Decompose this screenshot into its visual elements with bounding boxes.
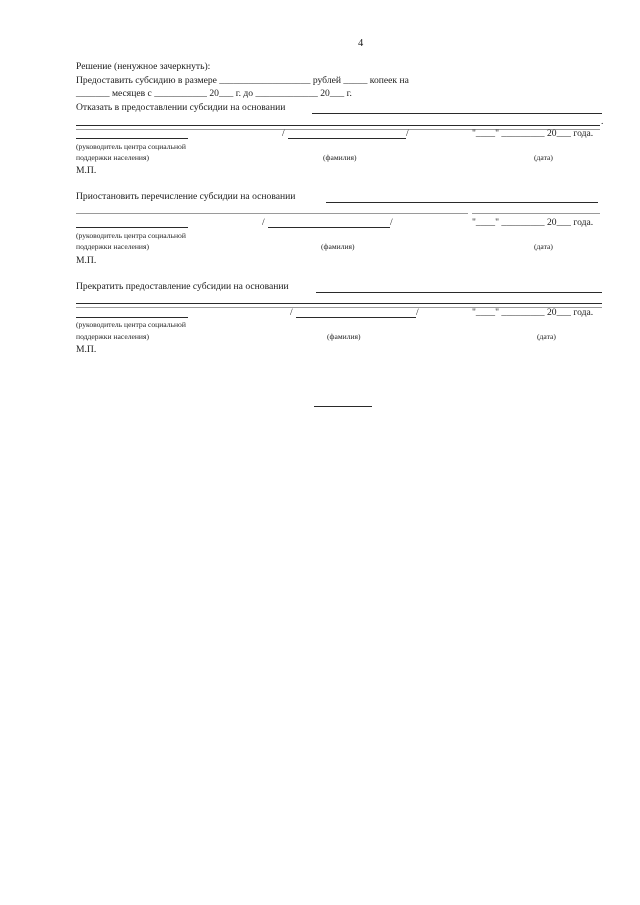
refuse-basis-label: Отказать в предоставлении субсидии на основании <box>76 102 286 113</box>
terminate-date-label: (дата) <box>537 332 556 341</box>
refuse-sign-label-2: поддержки населения) <box>76 153 150 162</box>
refuse-date-field: "____" _________ 20___ года. <box>472 128 594 139</box>
terminate-sign-label-2: поддержки населения) <box>76 332 150 341</box>
terminate-signature-line <box>76 317 188 318</box>
terminate-slash-left: / <box>290 307 293 318</box>
suspend-basis-label: Приостановить перечисление субсидии на основании <box>76 191 296 202</box>
terminate-surname-label: (фамилия) <box>327 332 361 341</box>
grant-line-1: Предоставить субсидию в размере ___________________ рублей _____ копеек на <box>76 75 409 86</box>
decision-heading: Решение (ненужное зачеркнуть): <box>76 61 211 72</box>
refuse-basis-line <box>312 113 602 114</box>
suspend-date-label: (дата) <box>534 242 553 251</box>
terminate-stamp: М.П. <box>76 344 97 355</box>
suspend-basis-line-2 <box>76 213 468 214</box>
terminate-basis-line-2 <box>76 303 602 304</box>
refuse-signature-line <box>76 138 188 139</box>
refuse-surname-label: (фамилия) <box>323 153 357 162</box>
suspend-basis-line-3 <box>472 213 600 214</box>
refuse-period: . <box>601 116 604 127</box>
suspend-sign-label-1: (руководитель центра социальной <box>76 231 186 240</box>
refuse-date-label: (дата) <box>534 153 553 162</box>
suspend-signature-line <box>76 227 188 228</box>
suspend-sign-label-2: поддержки населения) <box>76 242 150 251</box>
refuse-slash-left: / <box>282 128 285 139</box>
suspend-surname-line <box>268 227 390 228</box>
suspend-date-field: "____" _________ 20___ года. <box>472 217 594 228</box>
terminate-sign-label-1: (руководитель центра социальной <box>76 320 186 329</box>
grant-line-2: _______ месяцев с ___________ 20___ г. до _____________ 20___ г. <box>76 88 352 99</box>
terminate-slash-right: / <box>416 307 419 318</box>
terminate-date-field: "____" _________ 20___ года. <box>472 307 594 318</box>
terminate-basis-line <box>316 292 602 293</box>
suspend-stamp: М.П. <box>76 255 97 266</box>
refuse-sign-label-1: (руководитель центра социальной <box>76 142 186 151</box>
suspend-basis-line <box>326 202 598 203</box>
refuse-basis-line-2 <box>76 125 600 126</box>
refuse-stamp: М.П. <box>76 165 97 176</box>
terminate-basis-label: Прекратить предоставление субсидии на основании <box>76 281 289 292</box>
suspend-slash-left: / <box>262 217 265 228</box>
refuse-slash-right: / <box>406 128 409 139</box>
closing-separator <box>314 406 372 407</box>
suspend-slash-right: / <box>390 217 393 228</box>
refuse-surname-line <box>288 138 406 139</box>
terminate-surname-line <box>296 317 416 318</box>
suspend-surname-label: (фамилия) <box>321 242 355 251</box>
page-number: 4 <box>358 38 364 49</box>
